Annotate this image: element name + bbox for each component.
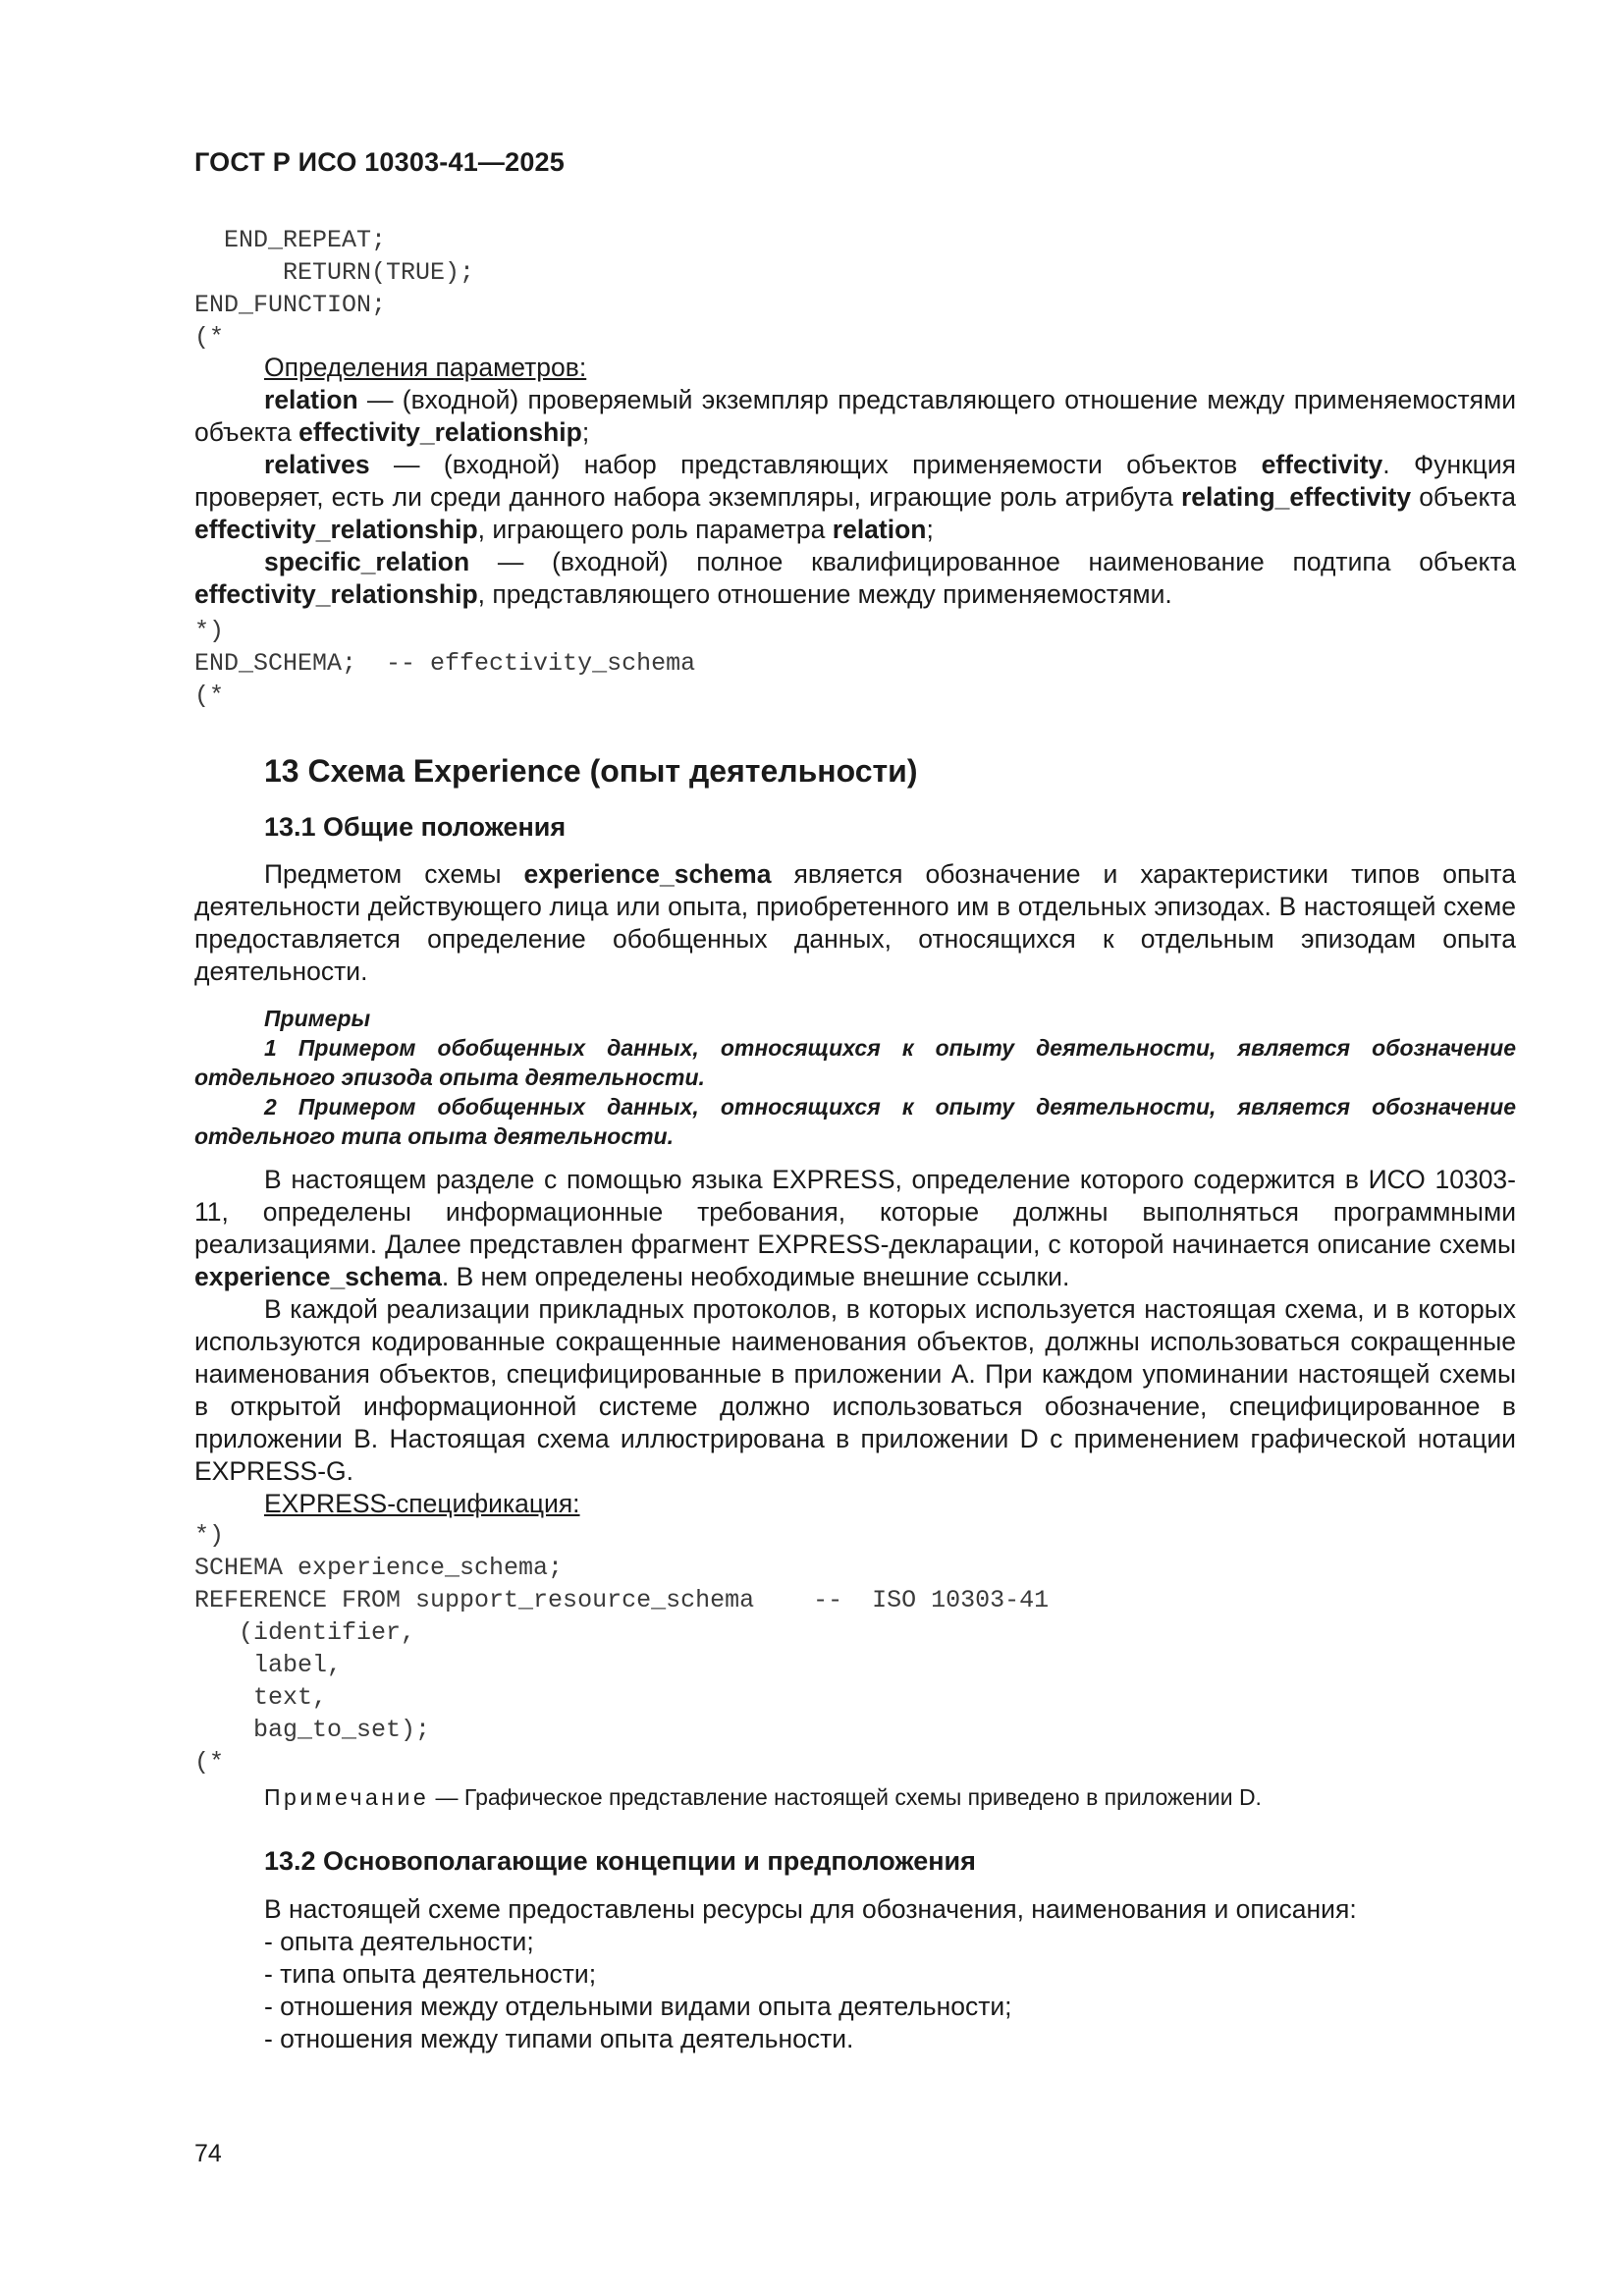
section-13-1-paragraph: Предметом схемы experience_schema является обозначение и характеристики типов опыта деятельности действующего лица или опыта, приобретенного им в отдельных эпизодах. В настоящей схеме предоставляется определение обобщенных данных, относящихся к отдельным эпизодам опыта деятельности. — [194, 859, 1516, 986]
list-item: - отношения между типами опыта деятельности. — [264, 2024, 854, 2053]
note-text: Графическое представление настоящей схемы приведено в приложении D. — [463, 1784, 1262, 1810]
note-label: Примечание — [264, 1784, 430, 1810]
section-13-2-body — [264, 1893, 1357, 2055]
note: Примечание — Графическое представление настоящей схемы приведено в приложении D. — [264, 1784, 1262, 1810]
section-13-2-intro: В настоящей схеме предоставлены ресурсы для обозначения, наименования и описания: — [264, 1894, 1357, 1924]
examples-title: Примеры — [264, 1006, 371, 1031]
param-relatives: relatives — (входной) набор представляющих применяемости объектов effectivity. Функция проверяет, есть ли среди данного набора экземпляры, играющие роль атрибута relating_effectivity объекта effectivity_relationship, играющего роль параметра relation; — [194, 450, 1517, 544]
code-block-end-schema: *) END_SCHEMA; -- effectivity_schema (* — [194, 617, 696, 710]
list-item: - отношения между отдельными видами опыта деятельности; — [264, 1992, 1012, 2021]
section-13-1-body — [194, 1164, 1516, 1520]
express-intro-paragraph: В настоящем разделе с помощью языка EXPRESS, определение которого содержится в ИСО 10303-11, определены информационные требования, которые должны выполняться программными реализациями. Далее представлен фрагмент EXPRESS-декларации, с которой начинается описание схемы experience_schema. В нем определены необходимые внешние ссылки. — [194, 1165, 1516, 1291]
page-number: 74 — [194, 2140, 222, 2167]
examples-block — [194, 1004, 1516, 1151]
section-13-2-title: 13.2 Основополагающие концепции и предположения — [264, 1846, 976, 1876]
section-13-title: 13 Схема Experience (опыт деятельности) — [264, 753, 918, 789]
parameter-definitions-heading: Определения параметров: — [264, 353, 587, 382]
implementation-paragraph: В каждой реализации прикладных протоколов, в которых используется настоящая схема, и в которых используются кодированные сокращенные наименования объектов, должны использоваться сокращенные наименования объектов, специфицированные в приложении А. При каждом упоминании настоящей схемы в открытой информационной системе должно использоваться обозначение, специфицированное в приложении В. Настоящая схема иллюстрирована в приложении D с применением графической нотации EXPRESS-G. — [194, 1294, 1516, 1486]
express-spec-heading: EXPRESS-спецификация: — [264, 1489, 580, 1518]
code-block-schema-declaration: *) SCHEMA experience_schema; REFERENCE FROM support_resource_schema -- ISO 10303-41 (identifier, label, text, bag_to_set); (* — [194, 1521, 1050, 1777]
list-item: - типа опыта деятельности; — [264, 1959, 597, 1989]
parameter-definitions — [194, 352, 1516, 611]
param-relation: relation — (входной) проверяемый экземпляр представляющего отношение между применяемостями объекта effectivity_relationship; — [194, 385, 1516, 447]
example-2: 2 Примером обобщенных данных, относящихся к опыту деятельности, является обозначение отдельного типа опыта деятельности. — [194, 1094, 1516, 1149]
document-header: ГОСТ Р ИСО 10303-41—2025 — [194, 147, 565, 177]
param-specific-relation: specific_relation — (входной) полное квалифицированное наименование подтипа объекта effectivity_relationship, представляющего отношение между применяемостями. — [194, 547, 1516, 609]
example-1: 1 Примером обобщенных данных, относящихся к опыту деятельности, является обозначение отдельного эпизода опыта деятельности. — [194, 1035, 1516, 1090]
section-13-1-title: 13.1 Общие положения — [264, 812, 567, 842]
code-block-end-function: END_REPEAT; RETURN(TRUE); END_FUNCTION; (* — [194, 226, 475, 352]
list-item: - опыта деятельности; — [264, 1927, 534, 1956]
